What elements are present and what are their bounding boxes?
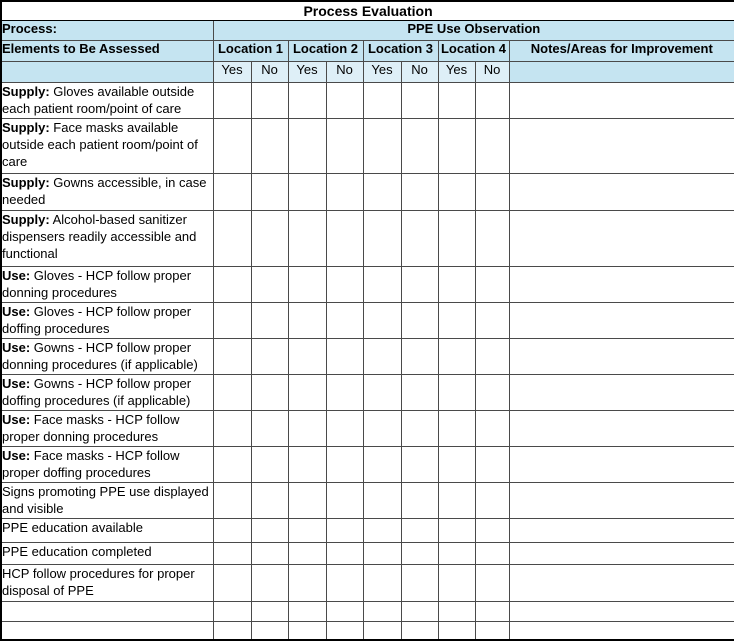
cell-loc3-yes[interactable] (363, 482, 401, 518)
cell-loc1-yes[interactable] (213, 564, 251, 601)
cell-loc4-yes[interactable] (438, 374, 475, 410)
cell-loc3-no[interactable] (401, 518, 438, 542)
cell-loc4-no[interactable] (475, 302, 509, 338)
cell-loc1-yes[interactable] (213, 338, 251, 374)
cell-loc3-yes[interactable] (363, 302, 401, 338)
cell-loc2-no[interactable] (326, 482, 363, 518)
row-label-text: Gloves - HCP follow proper donning procedures (2, 267, 192, 300)
loc4-no-header: No (475, 61, 509, 82)
cell-loc1-yes[interactable] (213, 518, 251, 542)
row-label-prefix: Supply: (2, 174, 50, 190)
cell-loc4-yes[interactable] (438, 542, 475, 564)
loc2-yes-header: Yes (288, 61, 326, 82)
notes-cell[interactable] (509, 410, 734, 446)
row-label (1, 173, 213, 210)
row-label (1, 482, 213, 518)
observation-header: PPE Use Observation (213, 20, 734, 40)
table-row (1, 518, 734, 542)
cell-loc4-no[interactable] (475, 374, 509, 410)
cell-loc2-yes[interactable] (288, 210, 326, 266)
cell-loc3-yes[interactable] (363, 564, 401, 601)
cell-loc2-yes[interactable] (288, 82, 326, 118)
cell-loc2-no[interactable] (326, 564, 363, 601)
cell-loc1-no[interactable] (251, 482, 288, 518)
cell-loc2-yes[interactable] (288, 621, 326, 640)
cell-loc4-yes[interactable] (438, 118, 475, 173)
table-row (1, 564, 734, 601)
cell-loc2-yes[interactable] (288, 482, 326, 518)
row-label-text: PPE education completed (2, 543, 152, 559)
row-label (1, 302, 213, 338)
table-row (1, 374, 734, 410)
row-label-text: Face masks available outside each patient room/point of care (2, 119, 198, 169)
cell-loc4-yes[interactable] (438, 446, 475, 482)
row-label (1, 374, 213, 410)
cell-loc2-no[interactable] (326, 82, 363, 118)
table-row (1, 601, 734, 621)
cell-loc1-yes[interactable] (213, 266, 251, 302)
cell-loc4-no[interactable] (475, 338, 509, 374)
cell-loc1-no[interactable] (251, 82, 288, 118)
cell-loc3-no[interactable] (401, 601, 438, 621)
cell-loc3-yes[interactable] (363, 266, 401, 302)
cell-loc4-yes[interactable] (438, 82, 475, 118)
cell-loc2-yes[interactable] (288, 338, 326, 374)
cell-loc4-yes[interactable] (438, 482, 475, 518)
cell-loc3-yes[interactable] (363, 118, 401, 173)
cell-loc3-yes[interactable] (363, 82, 401, 118)
location-3-header: Location 3 (363, 40, 438, 61)
row-label-prefix: Use: (2, 303, 31, 319)
cell-loc4-yes[interactable] (438, 601, 475, 621)
cell-loc1-no[interactable] (251, 118, 288, 173)
row-label-text: Gloves available outside each patient room/point of care (2, 83, 195, 116)
row-label-prefix: Supply: (2, 83, 50, 99)
row-label-text: Gloves - HCP follow proper doffing procedures (2, 303, 192, 336)
notes-cell[interactable] (509, 118, 734, 173)
row-label-text: Alcohol-based sanitizer dispensers readily accessible and functional (2, 211, 197, 261)
notes-cell[interactable] (509, 302, 734, 338)
cell-loc3-yes[interactable] (363, 601, 401, 621)
table-row (1, 621, 734, 640)
cell-loc2-no[interactable] (326, 118, 363, 173)
cell-loc1-yes[interactable] (213, 210, 251, 266)
row-label-text: Signs promoting PPE use displayed and visible (2, 483, 209, 516)
cell-loc1-no[interactable] (251, 518, 288, 542)
cell-loc4-no[interactable] (475, 542, 509, 564)
loc2-no-header: No (326, 61, 363, 82)
cell-loc1-no[interactable] (251, 564, 288, 601)
row-label (1, 564, 213, 601)
cell-loc3-no[interactable] (401, 82, 438, 118)
cell-loc2-no[interactable] (326, 266, 363, 302)
cell-loc2-no[interactable] (326, 446, 363, 482)
cell-loc4-yes[interactable] (438, 621, 475, 640)
cell-loc4-no[interactable] (475, 621, 509, 640)
row-label-prefix: Supply: (2, 119, 50, 135)
cell-loc2-no[interactable] (326, 210, 363, 266)
cell-loc3-no[interactable] (401, 410, 438, 446)
cell-loc2-yes[interactable] (288, 518, 326, 542)
cell-loc3-no[interactable] (401, 446, 438, 482)
cell-loc4-no[interactable] (475, 173, 509, 210)
row-label-prefix: Use: (2, 375, 31, 391)
row-label-text: Face masks - HCP follow proper doffing procedures (2, 447, 180, 480)
cell-loc2-no[interactable] (326, 374, 363, 410)
cell-loc1-no[interactable] (251, 446, 288, 482)
process-field[interactable]: Process: (1, 20, 213, 40)
table-row (1, 482, 734, 518)
table-row (1, 338, 734, 374)
cell-loc2-yes[interactable] (288, 410, 326, 446)
row-label (1, 338, 213, 374)
cell-loc2-no[interactable] (326, 621, 363, 640)
cell-loc1-no[interactable] (251, 173, 288, 210)
notes-cell[interactable] (509, 518, 734, 542)
cell-loc1-no[interactable] (251, 410, 288, 446)
cell-loc2-yes[interactable] (288, 564, 326, 601)
cell-loc2-no[interactable] (326, 601, 363, 621)
table-row (1, 266, 734, 302)
cell-loc2-yes[interactable] (288, 601, 326, 621)
cell-loc4-yes[interactable] (438, 302, 475, 338)
row-label (1, 446, 213, 482)
cell-loc3-no[interactable] (401, 338, 438, 374)
cell-loc1-no[interactable] (251, 266, 288, 302)
notes-cell[interactable] (509, 482, 734, 518)
loc1-yes-header: Yes (213, 61, 251, 82)
cell-loc4-yes[interactable] (438, 410, 475, 446)
row-label-prefix: Use: (2, 411, 31, 427)
cell-loc3-yes[interactable] (363, 446, 401, 482)
cell-loc3-no[interactable] (401, 374, 438, 410)
table-row (1, 302, 734, 338)
row-label (1, 410, 213, 446)
notes-cell[interactable] (509, 210, 734, 266)
row-label-prefix: Supply: (2, 211, 50, 227)
cell-loc1-yes[interactable] (213, 446, 251, 482)
cell-loc1-yes[interactable] (213, 173, 251, 210)
cell-loc1-yes[interactable] (213, 621, 251, 640)
table-row (1, 542, 734, 564)
cell-loc1-yes[interactable] (213, 410, 251, 446)
cell-loc4-no[interactable] (475, 266, 509, 302)
elements-header: Elements to Be Assessed (1, 40, 213, 61)
row-label (1, 82, 213, 118)
notes-cell[interactable] (509, 446, 734, 482)
cell-loc4-yes[interactable] (438, 564, 475, 601)
loc1-no-header: No (251, 61, 288, 82)
cell-loc3-no[interactable] (401, 118, 438, 173)
cell-loc4-yes[interactable] (438, 210, 475, 266)
cell-loc1-yes[interactable] (213, 542, 251, 564)
row-label-text: Gowns - HCP follow proper donning procedures (if applicable) (2, 339, 198, 372)
cell-loc2-yes[interactable] (288, 302, 326, 338)
notes-cell[interactable] (509, 374, 734, 410)
cell-loc1-no[interactable] (251, 542, 288, 564)
cell-loc2-yes[interactable] (288, 173, 326, 210)
notes-cell[interactable] (509, 173, 734, 210)
cell-loc2-yes[interactable] (288, 118, 326, 173)
table-row (1, 118, 734, 173)
cell-loc1-yes[interactable] (213, 482, 251, 518)
cell-loc4-yes[interactable] (438, 266, 475, 302)
cell-loc3-yes[interactable] (363, 410, 401, 446)
cell-loc2-yes[interactable] (288, 542, 326, 564)
cell-loc4-no[interactable] (475, 601, 509, 621)
cell-loc3-no[interactable] (401, 302, 438, 338)
cell-loc3-no[interactable] (401, 173, 438, 210)
cell-loc3-no[interactable] (401, 542, 438, 564)
row-label-prefix: Use: (2, 267, 31, 283)
cell-loc1-yes[interactable] (213, 374, 251, 410)
table-row (1, 82, 734, 118)
cell-loc4-no[interactable] (475, 410, 509, 446)
cell-loc1-yes[interactable] (213, 118, 251, 173)
row-label (1, 210, 213, 266)
location-2-header: Location 2 (288, 40, 363, 61)
cell-loc3-yes[interactable] (363, 338, 401, 374)
row-label (1, 621, 213, 640)
row-label-prefix: Use: (2, 447, 31, 463)
cell-loc2-no[interactable] (326, 410, 363, 446)
cell-loc2-yes[interactable] (288, 446, 326, 482)
row-label-text: Gowns - HCP follow proper doffing procedures (if applicable) (2, 375, 192, 408)
cell-loc4-no[interactable] (475, 82, 509, 118)
cell-loc1-no[interactable] (251, 302, 288, 338)
cell-loc2-no[interactable] (326, 518, 363, 542)
row-label (1, 518, 213, 542)
cell-loc4-no[interactable] (475, 210, 509, 266)
table-row (1, 410, 734, 446)
cell-loc3-yes[interactable] (363, 518, 401, 542)
cell-loc1-no[interactable] (251, 621, 288, 640)
cell-loc1-yes[interactable] (213, 601, 251, 621)
cell-loc3-no[interactable] (401, 210, 438, 266)
cell-loc4-no[interactable] (475, 564, 509, 601)
cell-loc3-yes[interactable] (363, 542, 401, 564)
cell-loc1-no[interactable] (251, 338, 288, 374)
location-1-header: Location 1 (213, 40, 288, 61)
row-label (1, 601, 213, 621)
cell-loc3-yes[interactable] (363, 374, 401, 410)
row-label-prefix: Use: (2, 339, 31, 355)
notes-cell[interactable] (509, 621, 734, 640)
cell-loc1-no[interactable] (251, 601, 288, 621)
cell-loc4-no[interactable] (475, 118, 509, 173)
table-row (1, 210, 734, 266)
row-label (1, 542, 213, 564)
loc3-no-header: No (401, 61, 438, 82)
notes-cell[interactable] (509, 564, 734, 601)
cell-loc2-no[interactable] (326, 173, 363, 210)
row-label-text: Gowns accessible, in case needed (2, 174, 207, 207)
notes-cell[interactable] (509, 542, 734, 564)
cell-loc1-yes[interactable] (213, 82, 251, 118)
cell-loc1-no[interactable] (251, 210, 288, 266)
cell-loc4-no[interactable] (475, 518, 509, 542)
form-title: Process Evaluation (1, 1, 734, 20)
cell-loc2-yes[interactable] (288, 374, 326, 410)
row-label (1, 266, 213, 302)
location-4-header: Location 4 (438, 40, 509, 61)
table-row (1, 173, 734, 210)
notes-cell[interactable] (509, 82, 734, 118)
cell-loc3-yes[interactable] (363, 210, 401, 266)
cell-loc2-yes[interactable] (288, 266, 326, 302)
cell-loc2-no[interactable] (326, 542, 363, 564)
cell-loc4-no[interactable] (475, 482, 509, 518)
cell-loc3-no[interactable] (401, 482, 438, 518)
notes-spacer-cell (509, 61, 734, 82)
cell-loc4-yes[interactable] (438, 173, 475, 210)
cell-loc3-no[interactable] (401, 621, 438, 640)
row-label-text: HCP follow procedures for proper disposal of PPE (2, 565, 195, 598)
cell-loc4-yes[interactable] (438, 338, 475, 374)
row-label (1, 118, 213, 173)
row-label-text: PPE education available (2, 519, 143, 535)
cell-loc3-no[interactable] (401, 564, 438, 601)
cell-loc3-yes[interactable] (363, 621, 401, 640)
notes-header: Notes/Areas for Improvement (509, 40, 734, 61)
cell-loc1-no[interactable] (251, 374, 288, 410)
notes-cell[interactable] (509, 266, 734, 302)
cell-loc3-yes[interactable] (363, 173, 401, 210)
cell-loc2-no[interactable] (326, 302, 363, 338)
notes-cell[interactable] (509, 338, 734, 374)
cell-loc1-yes[interactable] (213, 302, 251, 338)
cell-loc3-no[interactable] (401, 266, 438, 302)
cell-loc4-yes[interactable] (438, 518, 475, 542)
loc3-yes-header: Yes (363, 61, 401, 82)
cell-loc4-no[interactable] (475, 446, 509, 482)
elements-spacer-cell (1, 61, 213, 82)
notes-cell[interactable] (509, 601, 734, 621)
table-row (1, 446, 734, 482)
row-label-text: Face masks - HCP follow proper donning procedures (2, 411, 180, 444)
cell-loc2-no[interactable] (326, 338, 363, 374)
loc4-yes-header: Yes (438, 61, 475, 82)
